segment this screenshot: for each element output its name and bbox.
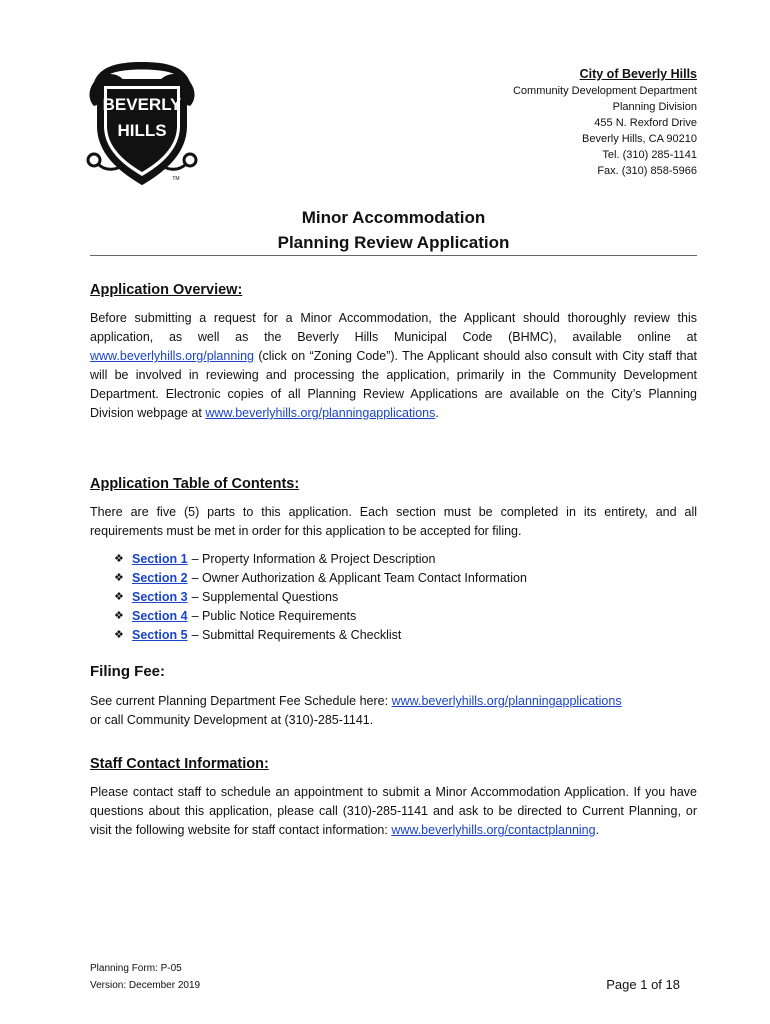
title-line2: Planning Review Application [277, 233, 510, 252]
contact-planning-link[interactable]: www.beverlyhills.org/contactplanning [391, 823, 596, 837]
address-line: Tel. (310) 285-1141 [602, 149, 697, 161]
overview-text-a: Before submitting a request for a Minor Accommodation, the Applicant should thoroughly review this application, as well as the Beverly Hills Municipal Code (BHMC), available online at [90, 311, 697, 344]
toc-item [90, 588, 527, 607]
filing-fee-paragraph [90, 692, 697, 730]
overview-heading: Application Overview: [90, 282, 243, 298]
fee-schedule-link[interactable]: www.beverlyhills.org/planningapplications [391, 694, 622, 708]
diamond-bullet-icon: ❖ [114, 629, 124, 641]
planning-applications-link[interactable]: www.beverlyhills.org/planningapplications [205, 406, 436, 420]
diamond-bullet-icon: ❖ [114, 572, 124, 584]
toc-item-desc: – Property Information & Project Description [191, 552, 436, 566]
address-line: Community Development Department [512, 85, 697, 97]
diamond-bullet-icon: ❖ [114, 553, 124, 565]
footer-form-number: Planning Form: P-05 [90, 963, 182, 974]
overview-text-b: (click on “Zoning Code”). The Applicant should also consult with City staff that will be involved in reviewing and processing the application, primarily in the Community Development Department. Electronic copies of all Planning Review Applications are available on the City’s Planning Division webpage at [90, 349, 697, 420]
city-name: City of Beverly Hills [579, 67, 697, 81]
diamond-bullet-icon: ❖ [114, 591, 124, 603]
logo-trademark: TM [172, 176, 180, 182]
toc-item-desc: – Submittal Requirements & Checklist [191, 628, 402, 642]
address-line: 455 N. Rexford Drive [594, 117, 697, 129]
title-divider [90, 255, 697, 256]
address-line: Beverly Hills, CA 90210 [582, 133, 697, 145]
logo-text-line1: BEVERLY [102, 95, 182, 114]
address-block [513, 66, 697, 179]
address-line: Planning Division [612, 101, 697, 113]
page-number: Page 1 of 18 [606, 977, 680, 992]
toc-item [90, 550, 527, 569]
overview-paragraph [90, 309, 697, 423]
toc-item-desc: – Public Notice Requirements [191, 609, 357, 623]
toc-intro: There are five (5) parts to this application. Each section must be completed in its entirety, and all requirements must be met in order for this application to be accepted for filing. [90, 505, 697, 538]
title-line1: Minor Accommodation [301, 208, 486, 227]
logo-text-line2: HILLS [117, 121, 167, 140]
staff-contact-paragraph [90, 783, 697, 840]
diamond-bullet-icon: ❖ [114, 610, 124, 622]
toc-item-desc: – Owner Authorization & Applicant Team Contact Information [191, 571, 527, 585]
toc-heading: Application Table of Contents: [90, 476, 300, 492]
section-3-link[interactable]: Section 3 [132, 590, 188, 604]
fee-text-b: or call Community Development at (310)-285-1141. [90, 713, 374, 727]
footer-version: Version: December 2019 [90, 980, 201, 991]
contact-text: Please contact staff to schedule an appointment to submit a Minor Accommodation Application. If you have questions about this application, please call (310)-285-1141 and ask to be directed to Current Planning, or visit the following website for staff contact information: [90, 785, 697, 837]
section-2-link[interactable]: Section 2 [132, 571, 188, 585]
toc-list [90, 550, 527, 645]
toc-item-desc: – Supplemental Questions [191, 590, 339, 604]
toc-item [90, 569, 527, 588]
overview-text-c: . [435, 406, 439, 420]
section-5-link[interactable]: Section 5 [132, 628, 188, 642]
footer-form-info [90, 960, 200, 994]
staff-contact-heading: Staff Contact Information: [90, 756, 269, 772]
contact-text-after: . [595, 823, 600, 837]
document-title [90, 205, 697, 255]
address-line: Fax. (310) 858-5966 [597, 165, 697, 177]
planning-link[interactable]: www.beverlyhills.org/planning [90, 349, 254, 363]
section-1-link[interactable]: Section 1 [132, 552, 188, 566]
toc-item [90, 607, 527, 626]
fee-text-a: See current Planning Department Fee Schedule here: [90, 694, 392, 708]
toc-item [90, 626, 527, 645]
beverly-hills-logo [84, 60, 200, 190]
section-4-link[interactable]: Section 4 [132, 609, 188, 623]
filing-fee-heading: Filing Fee: [90, 663, 165, 680]
